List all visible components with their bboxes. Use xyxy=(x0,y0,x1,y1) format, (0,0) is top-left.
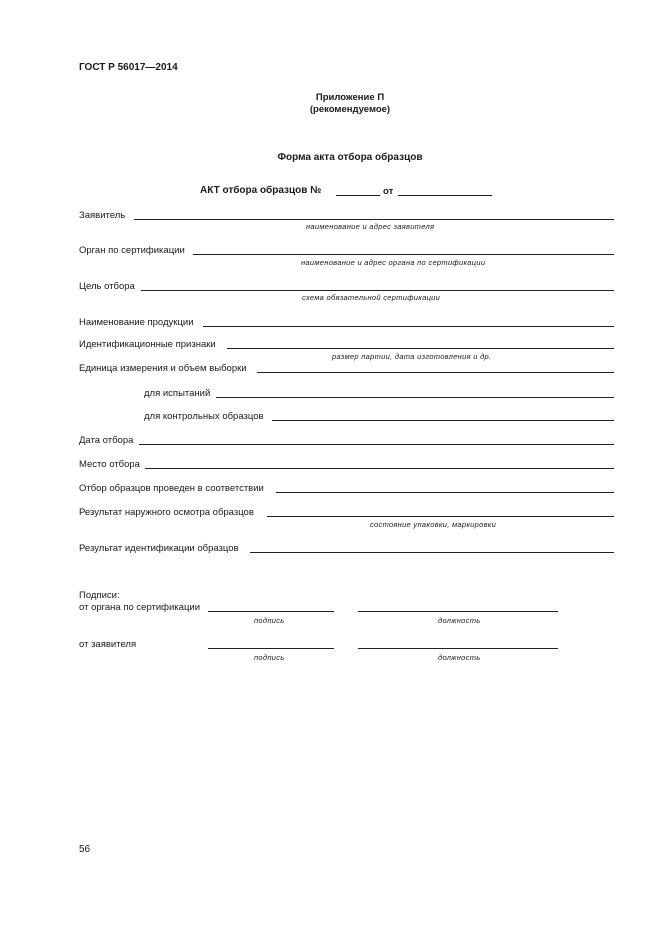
visual-hint: состояние упаковки, маркировки xyxy=(370,520,497,529)
date-field[interactable] xyxy=(139,444,614,445)
for-tests-field[interactable] xyxy=(216,397,614,398)
identification-hint: размер партии, дата изготовления и др. xyxy=(332,352,492,361)
product-label: Наименование продукции xyxy=(79,317,194,328)
place-label: Место отбора xyxy=(79,459,140,470)
applicant-signature-field[interactable] xyxy=(208,648,334,649)
sign-applicant-label: от заявителя xyxy=(79,639,137,650)
act-from-label: от xyxy=(383,186,394,197)
place-field[interactable] xyxy=(145,468,614,469)
standard-code: ГОСТ Р 56017—2014 xyxy=(79,62,178,73)
act-number-field[interactable] xyxy=(336,195,380,196)
for-control-field[interactable] xyxy=(272,420,614,421)
cert-body-label: Орган по сертификации xyxy=(79,245,185,256)
applicant-field[interactable] xyxy=(134,219,614,220)
cert-body-signature-field[interactable] xyxy=(208,611,334,612)
cert-body-field[interactable] xyxy=(193,254,614,255)
form-title: Форма акта отбора образцов xyxy=(277,152,423,163)
applicant-hint: наименование и адрес заявителя xyxy=(306,222,435,231)
applicant-position-hint: должность xyxy=(438,653,481,662)
applicant-label: Заявитель xyxy=(79,210,126,221)
cert-body-signature-hint: подпись xyxy=(254,616,285,625)
act-title: АКТ отбора образцов № xyxy=(200,185,322,196)
sign-cert-body-label: от органа по сертификации xyxy=(79,602,200,613)
appendix-subtitle: (рекомендуемое) xyxy=(309,104,391,115)
identification-label: Идентификационные признаки xyxy=(79,339,216,350)
conformity-field[interactable] xyxy=(276,492,614,493)
cert-body-position-field[interactable] xyxy=(358,611,558,612)
for-tests-label: для испытаний xyxy=(144,388,211,399)
ident-result-label: Результат идентификации образцов xyxy=(79,543,239,554)
identification-field[interactable] xyxy=(227,348,614,349)
applicant-position-field[interactable] xyxy=(358,648,558,649)
page-number: 56 xyxy=(79,844,91,855)
visual-label: Результат наружного осмотра образцов xyxy=(79,507,254,518)
signatures-title: Подписи: xyxy=(79,590,120,601)
purpose-hint: схема обязательной сертификации xyxy=(302,293,441,302)
appendix-title: Приложение П xyxy=(315,92,385,103)
unit-label: Единица измерения и объем выборки xyxy=(79,363,247,374)
purpose-field[interactable] xyxy=(141,290,614,291)
cert-body-position-hint: должность xyxy=(438,616,481,625)
purpose-label: Цель отбора xyxy=(79,281,135,292)
unit-field[interactable] xyxy=(257,372,614,373)
for-control-label: для контрольных образцов xyxy=(144,411,264,422)
cert-body-hint: наименование и адрес органа по сертификации xyxy=(301,258,486,267)
product-field[interactable] xyxy=(203,326,614,327)
ident-result-field[interactable] xyxy=(250,552,614,553)
act-date-field[interactable] xyxy=(398,195,492,196)
date-label: Дата отбора xyxy=(79,435,134,446)
conformity-label: Отбор образцов проведен в соответствии xyxy=(79,483,264,494)
applicant-signature-hint: подпись xyxy=(254,653,285,662)
visual-field[interactable] xyxy=(267,516,614,517)
